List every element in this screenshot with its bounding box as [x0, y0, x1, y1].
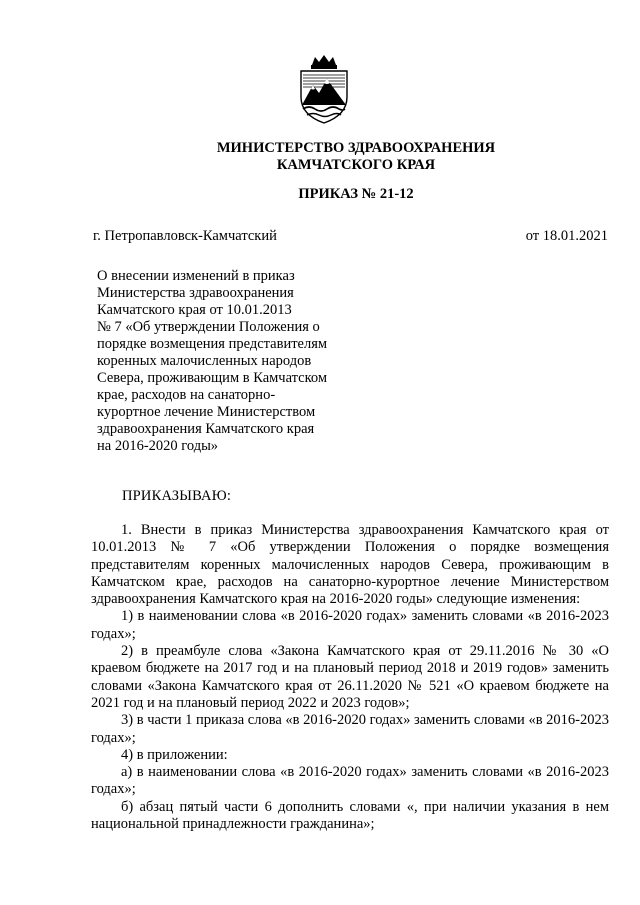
subject-line: коренных малочисленных народов: [97, 353, 312, 369]
subject-line: здравоохранения Камчатского края: [97, 421, 315, 437]
body-paragraph: 4) в приложении:: [121, 746, 228, 763]
body-paragraph: б) абзац пятый части 6 дополнить словами «, при наличии указания в нем национальной принадлежности гражданина»;: [91, 798, 609, 833]
subject-line: Камчатского края от 10.01.2013: [97, 302, 292, 318]
ministry-name-line1: МИНИСТЕРСТВО ЗДРАВООХРАНЕНИЯ: [216, 140, 496, 156]
subject-line: Севера, проживающим в Камчатском: [97, 370, 328, 386]
body-paragraph: 1. Внести в приказ Министерства здравоохранения Камчатского края от 10.01.2013 № 7 «Об утверждении Положения о порядке возмещения представителям коренных малочисленных народов Севера, проживающим в Камчатском крае, расходов на санаторно-курортное лечение Министерством здравоохранения Камчатского края на 2016-2020 годы» следующие изменения:: [91, 522, 609, 608]
body-paragraph: 1) в наименовании слова «в 2016-2020 годах» заменить словами «в 2016-2023 годах»;: [91, 608, 609, 642]
ministry-name-line2: КАМЧАТСКОГО КРАЯ: [276, 157, 436, 173]
subject-line: крае, расходов на санаторно-: [97, 387, 276, 403]
subject-line: порядке возмещения представителям: [97, 336, 328, 352]
order-word: ПРИКАЗЫВАЮ:: [122, 488, 232, 504]
subject-line: Министерства здравоохранения: [97, 285, 294, 301]
subject-line: на 2016-2020 годы»: [97, 438, 219, 454]
subject-line: О внесении изменений в приказ: [97, 268, 295, 284]
kamchatka-coat-of-arms-icon: [295, 55, 353, 125]
date-text: от 18.01.2021: [525, 228, 608, 244]
city-text: г. Петропавловск-Камчатский: [93, 228, 277, 244]
ministry-name: [0, 140, 640, 174]
body-paragraph: а) в наименовании слова «в 2016-2020 годах» заменить словами «в 2016-2023 годах»;: [91, 764, 609, 798]
order-subject: [97, 268, 367, 455]
order-body: [91, 522, 609, 833]
body-paragraph: 2) в преамбуле слова «Закона Камчатского края от 29.11.2016 № 30 «О краевом бюджете на 2017 год и на плановый период 2018 и 2019 годов» заменить словами «Закона Камчатского края от 26.11.2020 № 521 «О краевом бюджете на 2021 год и на плановый период 2022 и 2023 годов»;: [91, 643, 609, 711]
order-title-text: ПРИКАЗ № 21-12: [298, 186, 414, 202]
subject-line: курортное лечение Министерством: [97, 404, 316, 420]
order-title: [0, 186, 640, 203]
body-paragraph: 3) в части 1 приказа слова «в 2016-2020 годах» заменить словами «в 2016-2023 годах»;: [91, 712, 609, 746]
subject-line: № 7 «Об утверждении Положения о: [97, 319, 320, 335]
